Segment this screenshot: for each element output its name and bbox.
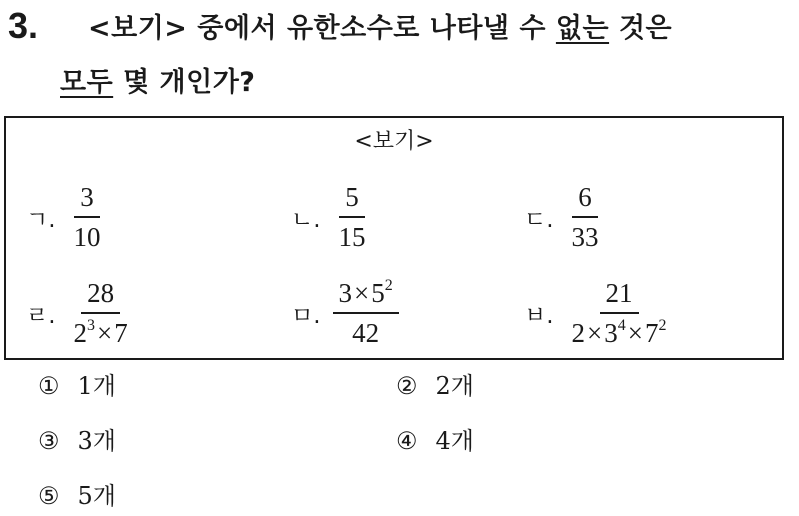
fraction-numerator: 6: [572, 180, 598, 218]
choice-text: 1개: [77, 372, 116, 400]
question-text-line1: [88, 12, 672, 46]
box-item-giyeok: [26, 180, 107, 254]
box-item-rieul: [26, 276, 134, 350]
question-number: 3.: [8, 5, 39, 46]
choice-text: 4개: [435, 427, 474, 455]
choice-text: 3개: [77, 427, 116, 455]
choice-4[interactable]: [396, 425, 474, 457]
fraction-numerator: 28: [81, 276, 120, 314]
times-sign: ×: [627, 318, 643, 348]
example-box: [4, 116, 784, 360]
times-sign: ×: [354, 278, 370, 308]
base: 2: [571, 318, 586, 348]
choice-number-mark: ④: [396, 427, 418, 455]
base: 5: [371, 278, 385, 308]
underlined-emphasis: 없는: [555, 13, 610, 44]
choice-number-mark: ②: [396, 372, 418, 400]
question-text-part: 몇 개인가?: [113, 67, 256, 98]
fraction-denominator: 15: [338, 222, 366, 252]
exponent: 3: [87, 317, 96, 334]
item-marker: ㄱ.: [26, 206, 56, 233]
choice-5[interactable]: [38, 480, 116, 512]
choice-number-mark: ①: [38, 372, 60, 400]
fraction: [566, 180, 605, 254]
times-sign: ×: [97, 318, 113, 348]
base: 7: [645, 318, 659, 348]
box-item-nieun: [291, 180, 372, 254]
base: 3: [338, 278, 353, 308]
fraction: [333, 180, 372, 254]
box-item-digeut: [524, 180, 605, 254]
fraction: [68, 276, 134, 350]
question-text-line2: [60, 66, 255, 100]
fraction-numerator: 5: [339, 180, 365, 218]
fraction-denominator: 33: [571, 222, 599, 252]
box-item-bieup: [524, 276, 673, 350]
exponent: 2: [384, 277, 393, 294]
choice-text: 5개: [77, 482, 116, 510]
item-marker: ㄴ.: [291, 206, 321, 233]
base: 7: [114, 318, 128, 348]
exponent: 2: [658, 317, 667, 334]
fraction-denominator: [566, 314, 673, 350]
base: 3: [604, 318, 618, 348]
item-marker: ㄹ.: [26, 302, 56, 329]
fraction-denominator: 10: [73, 222, 101, 252]
item-marker: ㅁ.: [291, 302, 321, 329]
fraction-denominator: 42: [352, 318, 380, 348]
fraction-numerator: 3: [74, 180, 100, 218]
box-title: <보기>: [354, 129, 434, 154]
item-marker: ㅂ.: [524, 302, 554, 329]
question-text-part: <보기> 중에서 유한소수로 나타낼 수: [88, 13, 556, 44]
choice-1[interactable]: [38, 370, 116, 402]
choice-3[interactable]: [38, 425, 116, 457]
box-item-mieum: [291, 276, 399, 350]
question-text-part: 것은: [609, 13, 673, 44]
choice-2[interactable]: [396, 370, 474, 402]
fraction-denominator: [68, 314, 134, 350]
fraction: [333, 276, 399, 350]
fraction-numerator: 21: [600, 276, 639, 314]
base: 2: [73, 318, 88, 348]
underlined-emphasis: 모두: [60, 67, 114, 98]
times-sign: ×: [587, 318, 603, 348]
choice-text: 2개: [435, 372, 474, 400]
exponent: 4: [617, 317, 626, 334]
fraction: [68, 180, 107, 254]
fraction: [566, 276, 673, 350]
choice-number-mark: ③: [38, 427, 60, 455]
choice-number-mark: ⑤: [38, 482, 60, 510]
item-marker: ㄷ.: [524, 206, 554, 233]
fraction-numerator: [333, 276, 399, 314]
